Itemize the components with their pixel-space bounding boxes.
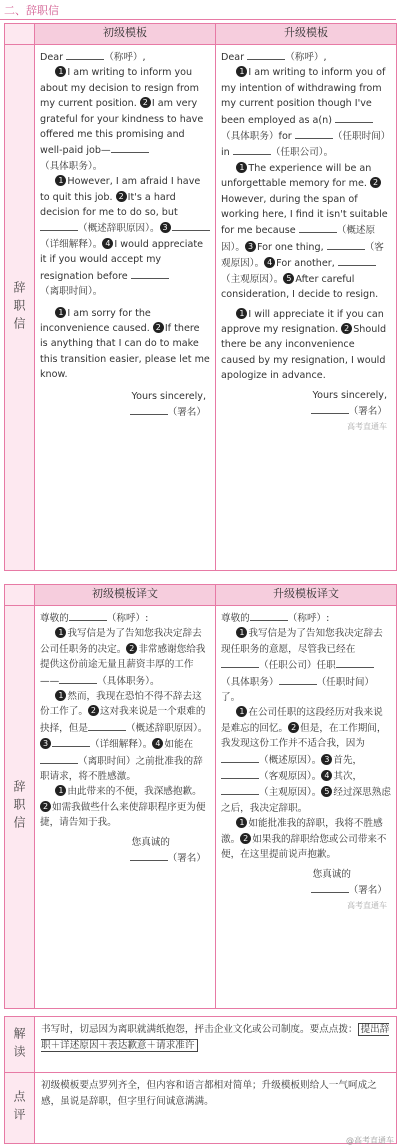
text-span: 您真诚的 xyxy=(131,836,170,848)
text-span: 首先， xyxy=(333,754,363,766)
circled-number: 3 xyxy=(245,241,256,252)
text-span: （离职时间）。 xyxy=(40,286,103,298)
watermark: 高考直通车 xyxy=(347,422,387,432)
text-span: 我写信是为了告知您我决定辞去现任职务的意愿，尽管我已经在 xyxy=(221,628,383,655)
side-label-cn: 辞职信 xyxy=(5,606,35,1009)
dianping-text-cell: 初级模板要点罗列齐全，但内容和语言都相对简单；升级模板则给人一气呵成之感，虽说是辞职，但字里行间诚意满满。 xyxy=(35,1073,397,1144)
text-span: I am writing to inform you about my decision to resign from my current position. xyxy=(40,67,199,110)
text-span: （概述原因）。 xyxy=(221,225,376,253)
fill-in-blank xyxy=(295,128,333,139)
notes-table xyxy=(4,1016,397,1144)
fill-in-blank xyxy=(40,753,78,764)
fill-in-blank xyxy=(311,882,349,893)
text-span: 书写时，切忌因为离职就满纸抱怨，抨击企业文化或公司制度。要点点拨： xyxy=(41,1024,358,1035)
jiedu-text-cell xyxy=(35,1017,397,1073)
fill-in-blank xyxy=(131,268,169,279)
text-span: 如果我的辞职给您或公司带来不便，在这里提前说声抱歉。 xyxy=(221,833,387,861)
circled-number: 2 xyxy=(140,97,151,108)
circled-number: 4 xyxy=(321,770,332,781)
circled-number: 1 xyxy=(236,627,247,638)
text-span: Yours sincerely, xyxy=(131,390,206,402)
text-span: 尊敬的 xyxy=(40,613,69,624)
text-span: Yours sincerely, xyxy=(312,389,387,401)
basic-template-cell xyxy=(35,45,216,571)
key-points: 提出辞职＋详述原因＋表达歉意＋请求准许 xyxy=(41,1024,390,1051)
text-span: （概述原因）。 xyxy=(259,754,322,766)
corner-cell xyxy=(5,24,35,45)
fill-in-blank xyxy=(250,610,288,621)
text-span: 由此带来的不便，我深感抱歉。 xyxy=(67,786,202,798)
circled-number: 1 xyxy=(236,706,247,717)
circled-number: 4 xyxy=(152,738,163,749)
upgrade-translation-cell xyxy=(216,606,397,1009)
text-span: For another, xyxy=(276,258,335,270)
col-header-basic: 初级模板 xyxy=(35,24,216,45)
fill-in-blank xyxy=(59,673,97,684)
text-span: 这对我来说是一个艰难的抉择，但是 xyxy=(40,706,206,734)
circled-number: 1 xyxy=(55,307,66,318)
text-span: （称呼）, xyxy=(285,52,327,63)
circled-number: 2 xyxy=(153,322,164,333)
fill-in-blank xyxy=(221,768,259,779)
fill-in-blank xyxy=(221,784,259,795)
circled-number: 1 xyxy=(55,627,66,638)
text-span: I am very grateful for your kindness to have offered me this promising and well-paid job— xyxy=(40,98,204,157)
text-span: After careful consideration, I decide to resign. xyxy=(221,273,379,301)
footer-watermark: @高考直通车 xyxy=(346,1136,394,1145)
text-span: The experience will be an unforgettable memory for me. xyxy=(221,162,372,190)
text-span: 尊敬的 xyxy=(221,613,250,624)
fill-in-blank xyxy=(247,49,285,60)
circled-number: 5 xyxy=(321,786,332,797)
circled-number: 3 xyxy=(40,738,51,749)
text-span: （署名） xyxy=(167,406,206,418)
circled-number: 3 xyxy=(160,222,171,233)
template-table-chinese xyxy=(4,584,397,1009)
text-span: 然而，我现在恐怕不得不辞去这份工作了。 xyxy=(40,691,202,718)
text-span: （客观原因）。 xyxy=(259,771,322,783)
circled-number: 2 xyxy=(341,323,352,334)
text-span: （具体职务）for xyxy=(221,131,292,143)
circled-number: 1 xyxy=(55,785,66,796)
text-span: （主观原因）。 xyxy=(221,273,284,285)
fill-in-blank xyxy=(111,142,149,153)
text-span: （概述辞职原因）。 xyxy=(78,223,160,235)
text-span: If there is anything that I can do to make this transition easier, please let me know. xyxy=(40,322,210,381)
basic-translation-cell xyxy=(35,606,216,1009)
circled-number: 1 xyxy=(236,162,247,173)
text-span: 但是，在工作期间，我发现这份工作并不适合我，因为 xyxy=(221,722,387,750)
text-span: I would appreciate it if you would accept my resignation before xyxy=(40,238,204,282)
text-span: 如能在 xyxy=(164,739,194,751)
text-span: 非常感谢您给我提供这份前途无量且薪资丰厚的工作—— xyxy=(40,643,206,687)
section-title xyxy=(0,0,400,22)
circled-number: 1 xyxy=(55,66,66,77)
text-span: （详细解释）。 xyxy=(90,739,153,751)
dianping-label: 点评 xyxy=(5,1073,35,1144)
circled-number: 4 xyxy=(102,238,113,249)
text-span: I will appreciate it if you can approve my resignation. xyxy=(221,308,384,335)
text-span: 如需我做些什么来使辞职程序更为便捷，请告知于我。 xyxy=(40,801,206,829)
text-span: 您真诚的 xyxy=(312,868,351,880)
text-span: （具体职务）。 xyxy=(97,675,160,687)
circled-number: 3 xyxy=(321,754,332,765)
fill-in-blank xyxy=(338,255,376,266)
text-span: However, during the span of working here, I find it isn't suitable for me because xyxy=(221,193,388,237)
text-span: （署名） xyxy=(348,884,387,896)
text-span: 如能批准我的辞职，我将不胜感激。 xyxy=(221,818,383,845)
text-span: （客观原因）。 xyxy=(221,241,384,270)
fill-in-blank xyxy=(66,49,104,60)
text-span: （具体职务）。 xyxy=(40,160,103,172)
fill-in-blank xyxy=(40,220,78,231)
text-span: Dear xyxy=(221,52,245,63)
circled-number: 1 xyxy=(236,66,247,77)
fill-in-blank xyxy=(233,144,271,155)
fill-in-blank xyxy=(279,674,317,685)
text-span: （具体职务） xyxy=(221,676,279,688)
circled-number: 2 xyxy=(370,177,381,188)
text-span: Should there be any inconvenience caused by my resignation, I would apologize in advance. xyxy=(221,323,387,382)
title-underline xyxy=(0,19,396,20)
text-span: （任职公司）。 xyxy=(270,147,334,159)
text-span: 在公司任职的这段经历对我来说是难忘的回忆。 xyxy=(221,707,383,734)
col-header-upgrade-cn: 升级模板译文 xyxy=(216,585,397,606)
text-span: （称呼）: xyxy=(287,613,330,624)
circled-number: 2 xyxy=(288,722,299,733)
fill-in-blank xyxy=(336,657,374,668)
circled-number: 2 xyxy=(126,643,137,654)
text-span: （任职时间）了。 xyxy=(221,676,375,704)
fill-in-blank xyxy=(327,239,365,250)
section-title-text: 二、辞职信 xyxy=(4,4,59,17)
circled-number: 2 xyxy=(116,191,127,202)
circled-number: 2 xyxy=(240,833,251,844)
circled-number: 1 xyxy=(55,690,66,701)
circled-number: 2 xyxy=(88,705,99,716)
corner-cell xyxy=(5,585,35,606)
text-span: Dear xyxy=(40,52,64,63)
fill-in-blank xyxy=(172,220,210,231)
text-span: I am sorry for the inconvenience caused. xyxy=(40,307,151,334)
circled-number: 1 xyxy=(236,308,247,319)
fill-in-blank xyxy=(69,610,107,621)
fill-in-blank xyxy=(299,222,337,233)
col-header-upgrade: 升级模板 xyxy=(216,24,397,45)
circled-number: 4 xyxy=(264,257,275,268)
text-span: （任职公司）任职 xyxy=(259,660,336,672)
circled-number: 1 xyxy=(236,817,247,828)
text-span: （任职时间）in xyxy=(221,131,391,159)
text-span: 经过深思熟虑之后，我决定辞职。 xyxy=(221,787,391,814)
upgrade-template-cell xyxy=(216,45,397,571)
jiedu-label: 解读 xyxy=(5,1017,35,1073)
fill-in-blank xyxy=(335,112,373,123)
watermark: 高考直通车 xyxy=(347,901,387,911)
text-span: （离职时间）之前批准我的辞职请求，将不胜感激。 xyxy=(40,755,203,783)
fill-in-blank xyxy=(221,752,259,763)
circled-number: 1 xyxy=(55,175,66,186)
fill-in-blank xyxy=(52,736,90,747)
template-table-english xyxy=(4,23,397,571)
circled-number: 2 xyxy=(40,801,51,812)
text-span: For one thing, xyxy=(256,241,324,253)
fill-in-blank xyxy=(130,404,168,415)
fill-in-blank xyxy=(311,403,349,414)
fill-in-blank xyxy=(130,850,168,861)
text-span: It's a hard decision for me to do so, but xyxy=(40,191,178,219)
text-span: （署名） xyxy=(167,853,206,865)
text-span: 其次， xyxy=(333,771,363,783)
side-label: 辞职信 xyxy=(5,45,35,571)
text-span: （详细解释）。 xyxy=(40,238,103,250)
text-span: I am writing to inform you of my intention of withdrawing from my current position though I've been employed as a(n) xyxy=(221,67,386,126)
text-span: （称呼）, xyxy=(104,52,146,63)
text-span: 我写信是为了告知您我决定辞去公司任职务的决定。 xyxy=(40,628,202,655)
text-span: （概述辞职原因）。 xyxy=(125,722,208,734)
fill-in-blank xyxy=(221,657,259,668)
text-span: （主观原因）。 xyxy=(259,787,322,799)
col-header-basic-cn: 初级模板译文 xyxy=(35,585,216,606)
circled-number: 5 xyxy=(283,273,294,284)
text-span: （称呼）: xyxy=(106,613,149,624)
text-span: （署名） xyxy=(348,405,387,417)
text-span: However, I am afraid I have to quit this job. xyxy=(40,176,201,203)
fill-in-blank xyxy=(88,720,126,731)
